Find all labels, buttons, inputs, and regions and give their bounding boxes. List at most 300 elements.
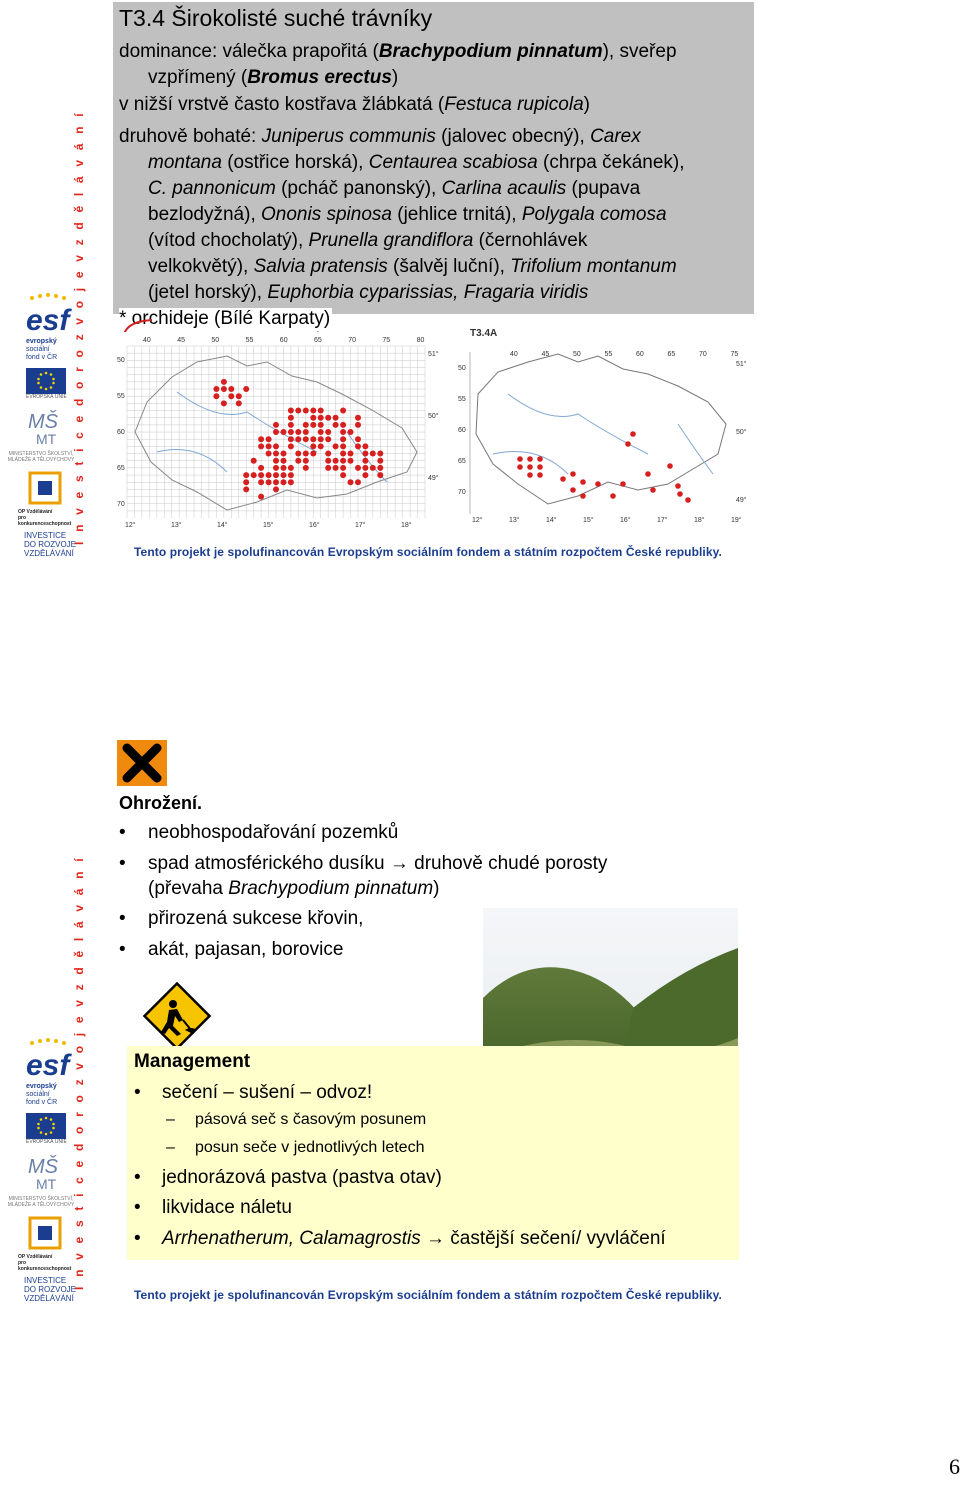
occurrence-dot (348, 429, 354, 435)
map-tick-label: 70 (348, 337, 356, 344)
occurrence-dot (318, 436, 324, 442)
occurrence-dot (340, 436, 346, 442)
species-latin-name: Salvia pratensis (253, 256, 388, 277)
map-tick-label: 65 (314, 337, 322, 344)
occurrence-dot (340, 429, 346, 435)
occurrence-dot (288, 408, 294, 414)
occurrence-dot (333, 443, 339, 449)
occurrence-dot (355, 415, 361, 421)
svg-text:MT: MT (36, 431, 57, 446)
occurrence-dot (340, 422, 346, 428)
occurrence-dot (243, 386, 249, 392)
esf-wordmark: esf (26, 304, 70, 337)
map-tick-label: 45 (541, 351, 550, 358)
occurrence-dot (527, 472, 533, 478)
occurrence-dot (355, 436, 361, 442)
occurrence-dot (303, 408, 309, 414)
map-tick-label: 55 (245, 337, 254, 344)
dominance-text (119, 39, 739, 91)
occurrence-dot (333, 465, 339, 471)
occurrence-dot (273, 465, 279, 471)
management-latin: Arrhenatherum, Calamagrostis (162, 1228, 421, 1249)
map-tick-label: 65 (667, 351, 676, 358)
map-tick-label: 13° (171, 522, 182, 529)
occurrence-dot (288, 415, 294, 421)
occurrence-dot (620, 481, 626, 487)
species-list (119, 126, 739, 306)
invest-caption-2: DO ROZVOJE (24, 1285, 77, 1294)
occurrence-dot (340, 408, 346, 414)
occurrence-dot (355, 465, 361, 471)
map-tick-label: 50° (736, 429, 747, 436)
lower-layer-part: ) (583, 94, 590, 115)
esf-caption-3: fond v ČR (26, 354, 58, 361)
occurrence-dot (377, 472, 383, 478)
occurrence-dot (266, 436, 272, 442)
map-tick-label: 50 (458, 365, 466, 372)
occurrence-dot (677, 491, 683, 497)
occurrence-dot (228, 386, 234, 392)
dash-glyph: – (166, 1111, 175, 1128)
map-tick-label: 50 (573, 351, 581, 358)
occurrence-dot (595, 481, 601, 487)
occurrence-dot (273, 479, 279, 485)
svg-text:MŠ: MŠ (28, 411, 58, 433)
threat-text: akát, pajasan, borovice (148, 939, 344, 960)
species-common-name: (šalvěj luční), (387, 256, 511, 277)
occurrence-dot (266, 479, 272, 485)
occurrence-dot (340, 458, 346, 464)
logo-column-top (6, 292, 76, 558)
map-tick-label: 50° (428, 413, 439, 420)
op-caption-1: OP Vzdělávání (18, 509, 53, 515)
occurrence-dot (570, 471, 576, 477)
occurrence-dot (340, 443, 346, 449)
map-tick-label: 13° (509, 517, 520, 524)
occurrence-dot (273, 458, 279, 464)
occurrence-dot (295, 458, 301, 464)
map-tick-label: 55 (458, 396, 466, 403)
map-tick-label: 50 (211, 337, 220, 344)
occurrence-dot (251, 458, 257, 464)
svg-text:MŠ: MŠ (28, 1156, 58, 1178)
occurrence-dot (537, 464, 543, 470)
map-tick-label: 14° (217, 522, 228, 529)
map-tick-label: 70 (458, 489, 466, 496)
bullet-glyph: • (134, 1228, 141, 1249)
occurrence-dot (228, 393, 234, 399)
occurrence-dot (537, 472, 543, 478)
occurrence-dot (325, 465, 331, 471)
species-intro: druhově bohaté: (119, 126, 262, 147)
species-latin-name: Trifolium montanum (510, 256, 677, 277)
esf-caption-3: fond v ČR (26, 1099, 58, 1106)
occurrence-dot (362, 458, 368, 464)
map-tick-label: 80 (416, 337, 425, 344)
occurrence-dot (303, 451, 309, 457)
threat-item (119, 822, 398, 844)
species-common-name: (jalovec obecný), (435, 126, 591, 147)
occurrence-dot (295, 436, 301, 442)
occurrence-dot (243, 479, 249, 485)
occurrence-dot (221, 400, 227, 406)
roadwork-sign-icon (141, 980, 213, 1052)
occurrence-dot (610, 493, 616, 499)
species-common-name: (vítod chocholatý), (148, 230, 309, 251)
invest-caption-2: DO ROZVOJE (24, 540, 77, 549)
occurrence-dot (251, 472, 257, 478)
distribution-map-1 (117, 332, 442, 530)
occurrence-dot (273, 472, 279, 478)
funding-notice-2: Tento projekt je spolufinancován Evropským sociálním fondem a státním rozpočtem České republiky. (134, 1288, 722, 1302)
occurrence-dot (348, 458, 354, 464)
op-logo-icon (24, 469, 66, 509)
management-text: likvidace náletu (162, 1197, 292, 1218)
threat-text: neobhospodařování pozemků (148, 822, 399, 843)
management-item (134, 1197, 292, 1219)
occurrence-dot (303, 422, 309, 428)
occurrence-dot (325, 429, 331, 435)
map-tick-label: 49° (428, 475, 439, 482)
map-tick-label: 18° (694, 517, 705, 524)
map-tick-label: 12° (125, 522, 136, 529)
occurrence-dot (537, 456, 543, 462)
dominance-text-part: ) (391, 67, 399, 88)
species-common-name: (pupava (566, 178, 641, 199)
management-text: sečení – sušení – odvoz! (162, 1082, 373, 1103)
orchid-note: * orchideje (Bílé Karpaty) (119, 308, 331, 329)
esf-caption-2: sociální (26, 346, 50, 353)
occurrence-dot (310, 443, 316, 449)
occurrence-dot (221, 386, 227, 392)
occurrence-dot (340, 472, 346, 478)
map-background (117, 332, 442, 530)
threat-cont: (převaha (148, 878, 229, 899)
occurrence-dot (236, 393, 242, 399)
threat-cont-latin: Brachypodium pinnatum (228, 878, 434, 899)
invest-caption-3: VZDĚLÁVÁNÍ (24, 1294, 74, 1303)
occurrence-dot (288, 429, 294, 435)
species-common-name: (jetel horský), (148, 282, 268, 303)
occurrence-dot (377, 465, 383, 471)
occurrence-dot (281, 458, 287, 464)
occurrence-dot (517, 456, 523, 462)
map-label: T3.4A (470, 328, 498, 339)
occurrence-dot (333, 422, 339, 428)
occurrence-dot (303, 429, 309, 435)
map-tick-label: 65 (117, 465, 125, 472)
occurrence-dot (333, 458, 339, 464)
species-latin-name: Carex (590, 126, 641, 147)
map-tick-label: 15° (583, 517, 594, 524)
occurrence-dot (303, 458, 309, 464)
management-item (134, 1082, 372, 1104)
map-tick-label: 65 (458, 458, 466, 465)
occurrence-dot (355, 422, 361, 428)
occurrence-dot (243, 472, 249, 478)
occurrence-dot (273, 486, 279, 492)
occurrence-dot (318, 415, 324, 421)
species-line (119, 202, 739, 228)
esf-logo (26, 1037, 74, 1083)
map-tick-label: 16° (309, 522, 320, 529)
dominance-text-part: ), sveřep (602, 41, 677, 62)
occurrence-dot (258, 436, 264, 442)
occurrence-dot (273, 443, 279, 449)
occurrence-dot (288, 479, 294, 485)
occurrence-dot (258, 472, 264, 478)
management-subitem (166, 1139, 424, 1157)
occurrence-dot (258, 465, 264, 471)
occurrence-dot (517, 464, 523, 470)
map-tick-label: 75 (382, 337, 391, 344)
occurrence-dot (362, 465, 368, 471)
occurrence-dot (527, 464, 533, 470)
map-tick-label: 60 (458, 427, 466, 434)
occurrence-dot (318, 408, 324, 414)
occurrence-dot (570, 487, 576, 493)
map-tick-label: 55 (117, 393, 125, 400)
species-latin-name: Polygala comosa (521, 204, 667, 225)
map-tick-label: 12° (472, 517, 483, 524)
occurrence-dot (281, 472, 287, 478)
occurrence-dot (580, 493, 586, 499)
threat-text: přirozená sukcese křovin, (148, 908, 364, 929)
occurrence-dot (370, 451, 376, 457)
occurrence-dot (303, 465, 309, 471)
management-text: → častější sečení/ vyvláčení (420, 1228, 666, 1249)
occurrence-dot (288, 422, 294, 428)
occurrence-dot (258, 494, 264, 500)
occurrence-dot (318, 422, 324, 428)
bullet-glyph: • (134, 1082, 141, 1103)
map-tick-label: 70 (117, 501, 125, 508)
occurrence-dot (310, 408, 316, 414)
occurrence-dot (281, 479, 287, 485)
map-tick-label: 49° (736, 497, 747, 504)
occurrence-dot (273, 429, 279, 435)
invest-caption-1: INVESTICE (24, 531, 67, 540)
species-line (119, 150, 739, 176)
management-subtext: pásová seč s časovým posunem (195, 1111, 427, 1128)
occurrence-dot (281, 451, 287, 457)
occurrence-dot (310, 415, 316, 421)
occurrence-dot (266, 472, 272, 478)
threat-text: spad atmosférického dusíku → druhově chudé porosty (148, 853, 608, 874)
occurrence-dot (288, 472, 294, 478)
esf-logo (26, 292, 74, 338)
species-latin-name: Ononis spinosa (261, 204, 392, 225)
occurrence-dot (310, 436, 316, 442)
occurrence-dot (340, 451, 346, 457)
distribution-map-2 (448, 314, 748, 528)
species-line (119, 176, 739, 202)
dominance-text-part: vzpřímený ( (148, 67, 248, 88)
map-tick-label: 70 (699, 351, 707, 358)
management-item (134, 1167, 442, 1189)
eu-caption: EVROPSKÁ UNIE (26, 394, 67, 400)
logo-column-bottom (6, 1037, 76, 1303)
species-common-name: velkokvětý), (148, 256, 254, 277)
occurrence-dot (258, 443, 264, 449)
map-tick-label: 16° (620, 517, 631, 524)
lower-layer-part: v nižší vrstvě často kostřava žlábkatá ( (119, 94, 445, 115)
occurrence-dot (266, 451, 272, 457)
occurrence-dot (348, 479, 354, 485)
occurrence-dot (325, 458, 331, 464)
species-line (119, 228, 739, 254)
svg-text:MT: MT (36, 1176, 57, 1191)
map-tick-label: 18° (401, 522, 412, 529)
management-title: Management (134, 1051, 251, 1072)
op-caption-1: OP Vzdělávání (18, 1254, 53, 1260)
occurrence-dot (362, 472, 368, 478)
occurrence-dot (675, 483, 681, 489)
threat-item-continued (148, 878, 440, 900)
occurrence-dot (221, 379, 227, 385)
species-common-name: (černohlávek (473, 230, 588, 251)
map-tick-label: 45 (177, 337, 185, 344)
msmt-logo-icon (6, 406, 76, 446)
species-common-name: bezlodyžná), (148, 204, 262, 225)
occurrence-dot (527, 456, 533, 462)
dominance-latin: Bromus erectus (247, 67, 392, 88)
species-latin-name: montana (148, 152, 222, 173)
occurrence-dot (213, 393, 219, 399)
map-tick-label: 51° (428, 351, 439, 358)
map-tick-label: 75 (730, 351, 739, 358)
bullet-glyph: • (119, 853, 126, 874)
occurrence-dot (630, 431, 636, 437)
occurrence-dot (667, 463, 673, 469)
map-tick-label: 40 (510, 351, 518, 358)
occurrence-dot (348, 451, 354, 457)
bullet-glyph: • (134, 1197, 141, 1218)
occurrence-dot (377, 458, 383, 464)
dominance-latin: Brachypodium pinnatum (378, 41, 603, 62)
occurrence-dot (377, 451, 383, 457)
threat-cont: ) (433, 878, 440, 899)
occurrence-dot (213, 386, 219, 392)
occurrence-dot (325, 436, 331, 442)
lower-layer-latin: Festuca rupicola (444, 94, 584, 115)
occurrence-dot (295, 429, 301, 435)
bullet-glyph: • (119, 939, 126, 960)
occurrence-dot (325, 451, 331, 457)
occurrence-dot (685, 497, 691, 503)
map-tick-label: 60 (636, 351, 644, 358)
species-line (119, 254, 739, 280)
occurrence-dot (370, 465, 376, 471)
occurrence-dot (580, 479, 586, 485)
occurrence-dot (362, 443, 368, 449)
occurrence-dot (281, 429, 287, 435)
bullet-glyph: • (119, 822, 126, 843)
op-logo-icon (24, 1214, 66, 1254)
threat-item (119, 908, 363, 930)
species-latin-name: C. pannonicum (148, 178, 276, 199)
threat-item (119, 939, 343, 961)
side-banner-bottom: I n v e s t i c e d o r o z v o j e v z d ě l á v á n í (72, 855, 86, 1290)
management-subitem (166, 1111, 426, 1129)
occurrence-dot (288, 443, 294, 449)
occurrence-dot (355, 443, 361, 449)
map-tick-label: 15° (263, 522, 274, 529)
occurrence-dot (266, 443, 272, 449)
occurrence-dot (333, 415, 339, 421)
occurrence-dot (295, 408, 301, 414)
map-tick-label: 14° (546, 517, 557, 524)
occurrence-dot (625, 441, 631, 447)
occurrence-dot (340, 465, 346, 471)
op-caption-2: pro konkurenceschopnost (18, 515, 72, 527)
species-latin-name: Carlina acaulis (441, 178, 567, 199)
threat-item (119, 853, 607, 875)
dominance-text-part: dominance: válečka prapořitá ( (119, 41, 379, 62)
management-text: jednorázová pastva (pastva otav) (162, 1167, 442, 1188)
occurrence-dot (318, 429, 324, 435)
species-latin-name: Juniperus communis (261, 126, 436, 147)
management-subtext: posun seče v jednotlivých letech (195, 1139, 425, 1156)
map-tick-label: 40 (143, 337, 151, 344)
msmt-caption: MINISTERSTVO ŠKOLSTVÍ, MLÁDEŽE A TĚLOVÝCHOVY (7, 451, 75, 463)
species-common-name: (chrpa čekánek), (537, 152, 685, 173)
side-banner-top: I n v e s t i c e d o r o z v o j e v z d ě l á v á n í (72, 110, 86, 545)
occurrence-dot (295, 451, 301, 457)
species-latin-name: Euphorbia cyparissias, Fragaria viridis (267, 282, 589, 303)
occurrence-dot (310, 422, 316, 428)
bullet-glyph: • (119, 908, 126, 929)
map-tick-label: 50 (117, 357, 125, 364)
esf-wordmark: esf (26, 1049, 70, 1082)
eu-flag-icon (26, 1113, 66, 1139)
occurrence-dot (273, 451, 279, 457)
map-tick-label: 17° (355, 522, 366, 529)
occurrence-dot (288, 436, 294, 442)
management-item (134, 1228, 666, 1250)
map-tick-label: 55 (604, 351, 613, 358)
map-tick-label: 51° (736, 361, 747, 368)
map-tick-label: 17° (657, 517, 668, 524)
species-latin-name: Prunella grandiflora (308, 230, 474, 251)
species-line (262, 126, 641, 147)
threats-title: Ohrožení. (119, 793, 203, 813)
species-common-name: (pcháč panonský), (275, 178, 442, 199)
map-background (448, 314, 748, 528)
species-text (119, 124, 739, 306)
occurrence-dot (645, 471, 651, 477)
map-tick-label: 60 (279, 337, 288, 344)
occurrence-dot (560, 476, 566, 482)
species-common-name: (jehlice trnitá), (391, 204, 522, 225)
occurrence-dot (325, 415, 331, 421)
invest-caption-3: VZDĚLÁVÁNÍ (24, 549, 74, 558)
occurrence-dot (318, 443, 324, 449)
occurrence-dot (236, 400, 242, 406)
slide-title: T3.4 Širokolisté suché trávníky (119, 5, 433, 31)
page-number: 6 (949, 1454, 960, 1479)
esf-caption-1: evropský (26, 1083, 57, 1090)
invest-caption-1: INVESTICE (24, 1276, 67, 1285)
op-caption-2: pro konkurenceschopnost (18, 1260, 72, 1272)
eu-flag-icon (26, 368, 66, 394)
occurrence-dot (273, 422, 279, 428)
occurrence-dot (303, 436, 309, 442)
species-latin-name: Centaurea scabiosa (368, 152, 538, 173)
funding-notice-1: Tento projekt je spolufinancován Evropským sociálním fondem a státním rozpočtem České republiky. (134, 545, 722, 559)
occurrence-dot (310, 451, 316, 457)
species-common-name: (ostřice horská), (221, 152, 369, 173)
